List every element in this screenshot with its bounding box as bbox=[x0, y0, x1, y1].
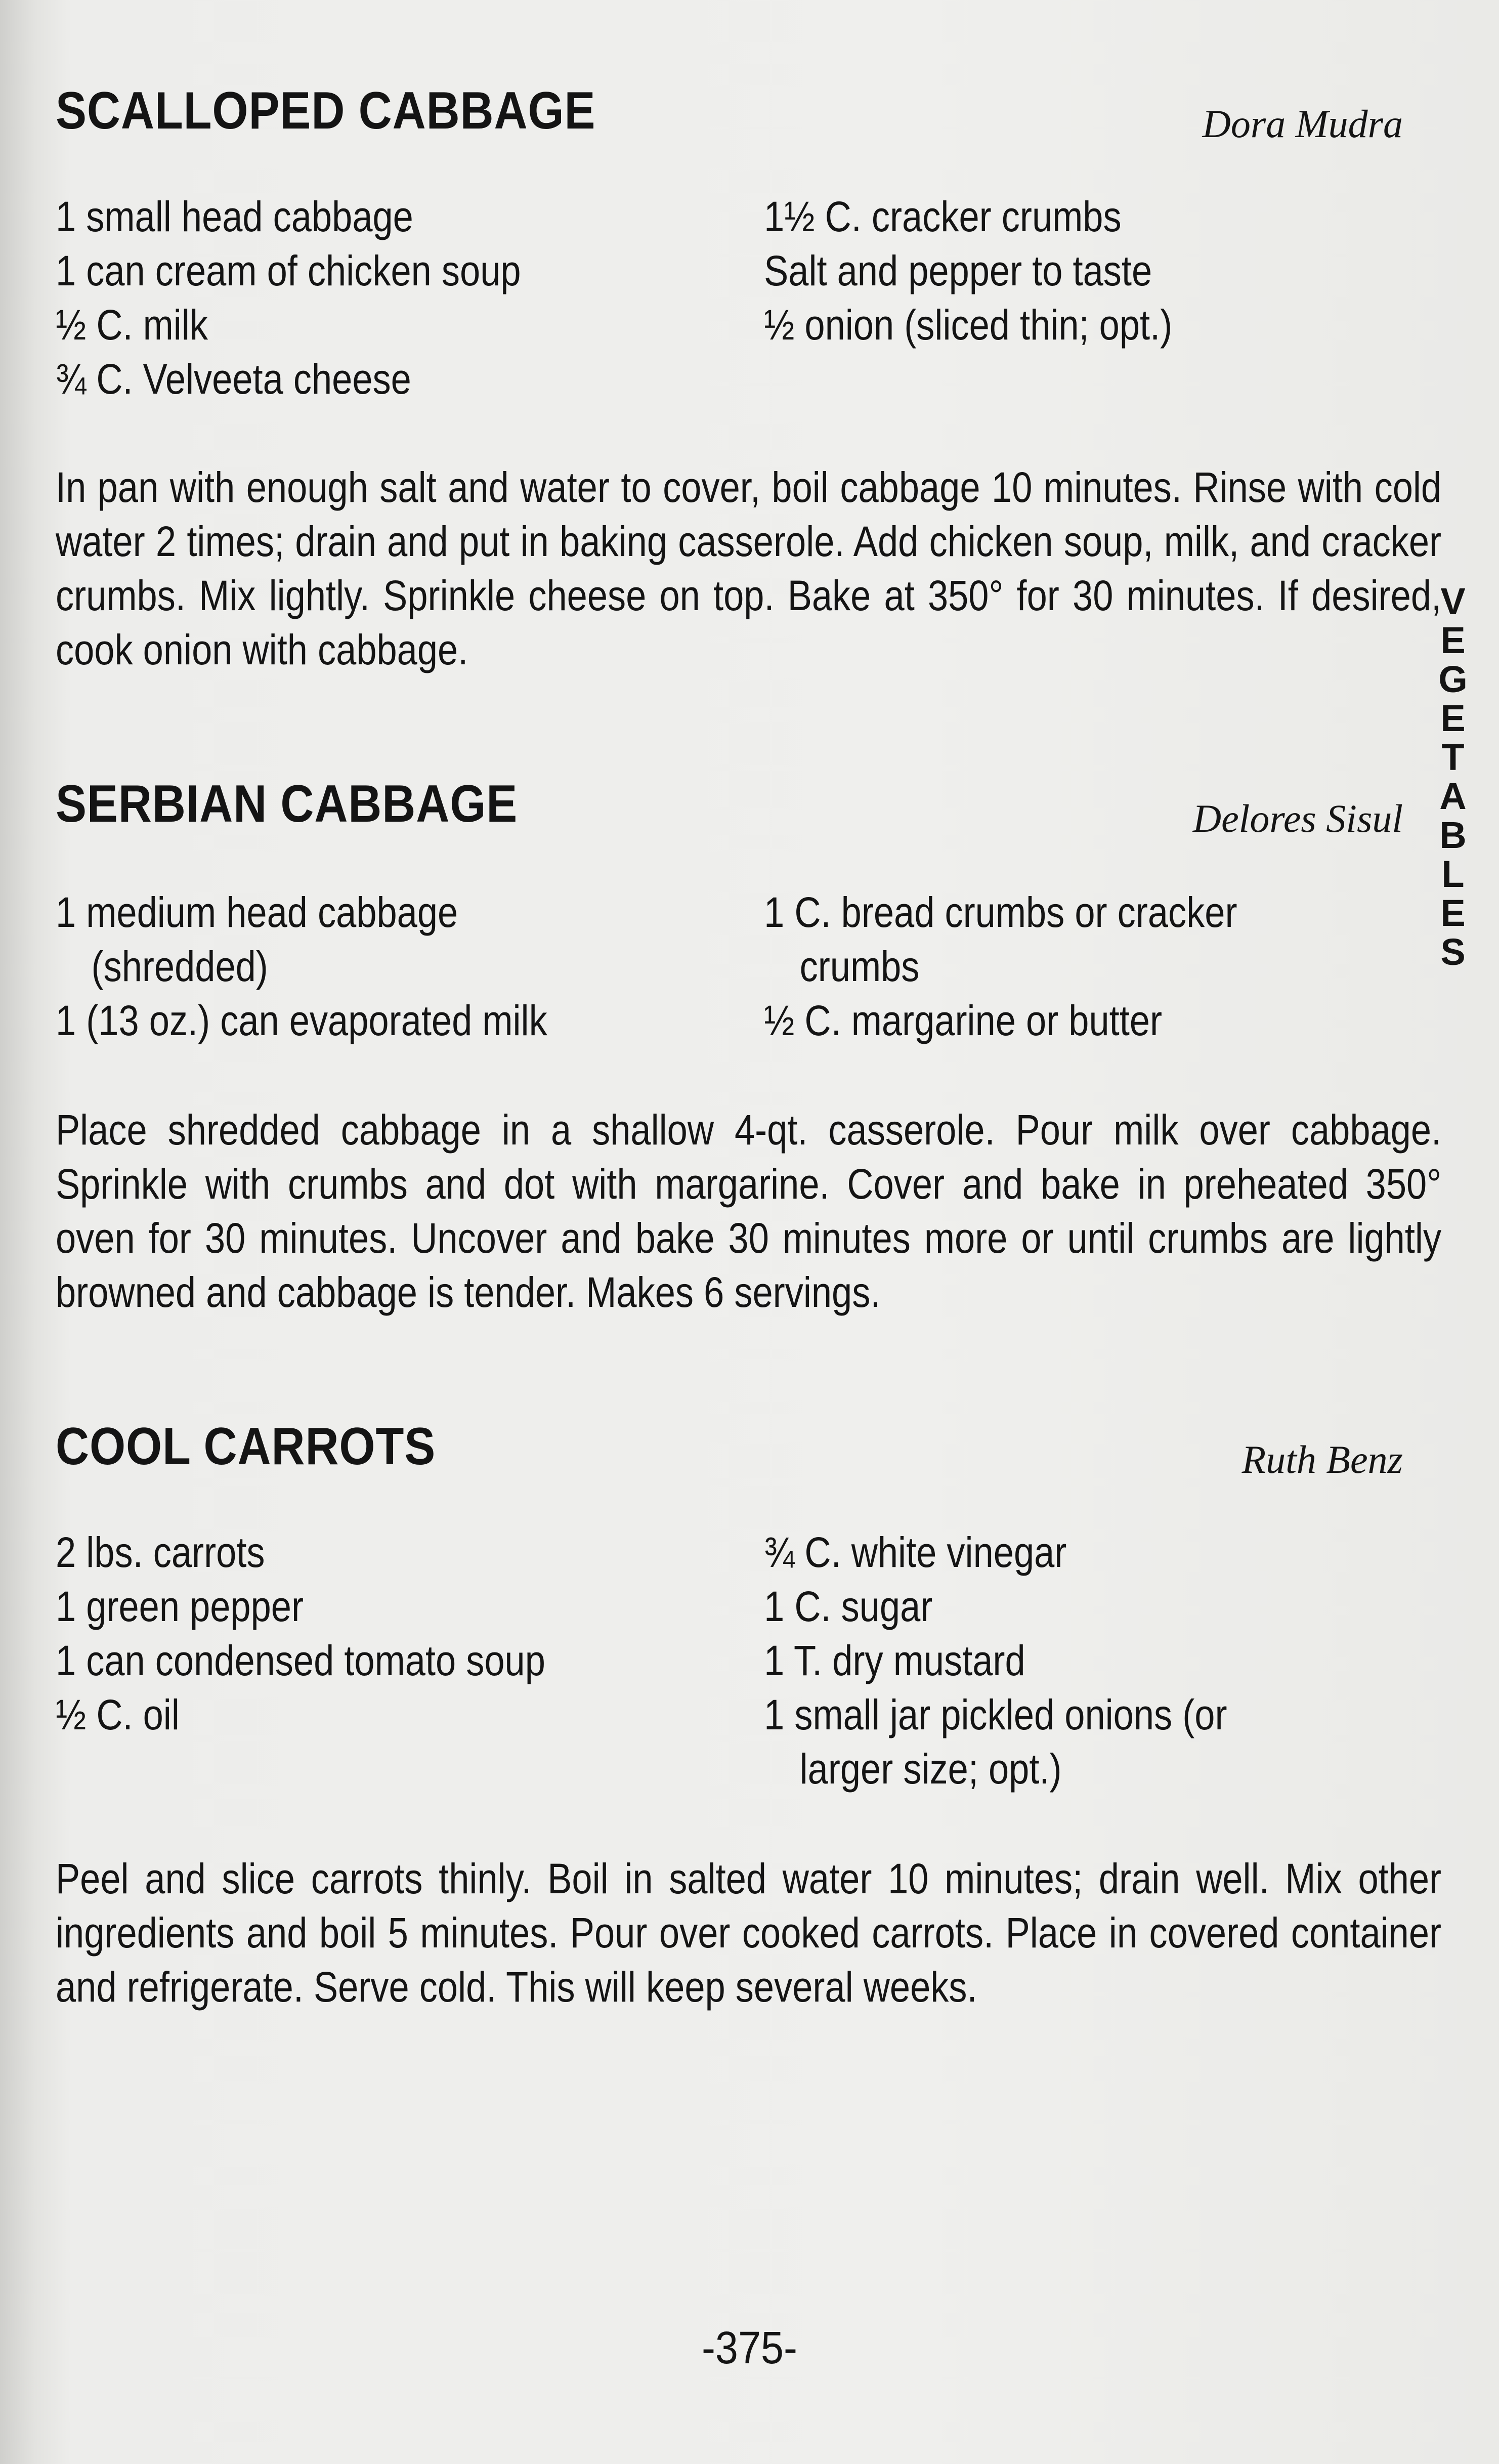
section-tab-letter: E bbox=[1440, 697, 1466, 739]
ingredient-item: 1 medium head cabbage bbox=[56, 888, 458, 936]
ingredient-item: 1 green pepper bbox=[56, 1583, 304, 1630]
ingredient-item: (shredded) bbox=[91, 943, 268, 990]
ingredient-item: 1 can condensed tomato soup bbox=[56, 1637, 545, 1684]
ingredient-column-right bbox=[764, 190, 1172, 352]
section-tab-letter: A bbox=[1439, 775, 1467, 817]
ingredient-item: 2 lbs. carrots bbox=[56, 1528, 265, 1576]
section-tab-letter: T bbox=[1441, 736, 1465, 778]
section-tab-letter: G bbox=[1438, 658, 1468, 700]
ingredient-item: 1 C. sugar bbox=[764, 1583, 933, 1630]
ingredient-item: ½ onion (sliced thin; opt.) bbox=[764, 301, 1173, 349]
page-number: -375- bbox=[701, 2323, 798, 2373]
ingredient-item: 1 small head cabbage bbox=[56, 193, 413, 240]
recipe-title: SCALLOPED CABBAGE bbox=[56, 81, 596, 140]
section-tab-vegetables bbox=[1433, 582, 1473, 971]
ingredient-column-right bbox=[764, 885, 1237, 1048]
ingredient-item: Salt and pepper to taste bbox=[764, 247, 1152, 294]
section-tab-letter: V bbox=[1440, 580, 1466, 622]
section-tab-letter: E bbox=[1440, 892, 1466, 934]
recipe-author: Delores Sisul bbox=[1192, 796, 1403, 840]
recipe-author: Dora Mudra bbox=[1202, 102, 1403, 146]
ingredient-item: ½ C. milk bbox=[56, 301, 208, 349]
ingredient-item: 1 small jar pickled onions (or bbox=[764, 1691, 1227, 1738]
ingredient-item: ¾ C. white vinegar bbox=[764, 1528, 1067, 1576]
ingredient-column-left bbox=[56, 190, 521, 406]
recipe-author: Ruth Benz bbox=[1241, 1437, 1403, 1481]
ingredient-item: crumbs bbox=[799, 943, 920, 990]
ingredient-item: ½ C. margarine or butter bbox=[764, 997, 1163, 1044]
ingredient-column-right bbox=[764, 1525, 1227, 1796]
ingredient-item: 1½ C. cracker crumbs bbox=[764, 193, 1122, 240]
ingredient-item: 1 C. bread crumbs or cracker bbox=[764, 888, 1237, 936]
section-tab-letter: E bbox=[1440, 619, 1466, 661]
section-tab-letter: L bbox=[1441, 853, 1465, 895]
recipe-title: COOL CARROTS bbox=[56, 1417, 436, 1476]
ingredient-item: 1 can cream of chicken soup bbox=[56, 247, 521, 294]
ingredient-item: ¾ C. Velveeta cheese bbox=[56, 355, 411, 403]
recipe-directions: In pan with enough salt and water to cover, boil cabbage 10 minutes. Rinse with cold water 2 times; drain and put in baking casserole. Add chicken soup, milk, and cracker crumbs. Mix lightly. Sprinkle cheese on top. Bake at 350° for 30 minutes. If desired, cook onion with cabbage. bbox=[56, 463, 1442, 673]
section-tab-letter: S bbox=[1440, 931, 1466, 973]
recipe-title: SERBIAN CABBAGE bbox=[56, 775, 518, 833]
recipe-directions: Place shredded cabbage in a shallow 4-qt. casserole. Pour milk over cabbage. Sprinkle with crumbs and dot with margarine. Cover and bake in preheated 350° oven for 30 minutes. Uncover and bake 30 minutes more or until crumbs are lightly browned and cabbage is tender. Makes 6 servings. bbox=[56, 1106, 1442, 1316]
section-tab-letter: B bbox=[1439, 814, 1467, 856]
ingredient-item: 1 T. dry mustard bbox=[764, 1637, 1025, 1684]
ingredient-column-left bbox=[56, 885, 547, 1048]
ingredient-item: 1 (13 oz.) can evaporated milk bbox=[56, 997, 547, 1044]
ingredient-item: ½ C. oil bbox=[56, 1691, 180, 1738]
ingredient-item: larger size; opt.) bbox=[799, 1745, 1062, 1793]
ingredient-column-left bbox=[56, 1525, 545, 1742]
recipe-directions: Peel and slice carrots thinly. Boil in salted water 10 minutes; drain well. Mix other ingredients and boil 5 minutes. Pour over cooked carrots. Place in covered container and refrigerate. Serve cold. This will keep several weeks. bbox=[56, 1855, 1442, 2011]
